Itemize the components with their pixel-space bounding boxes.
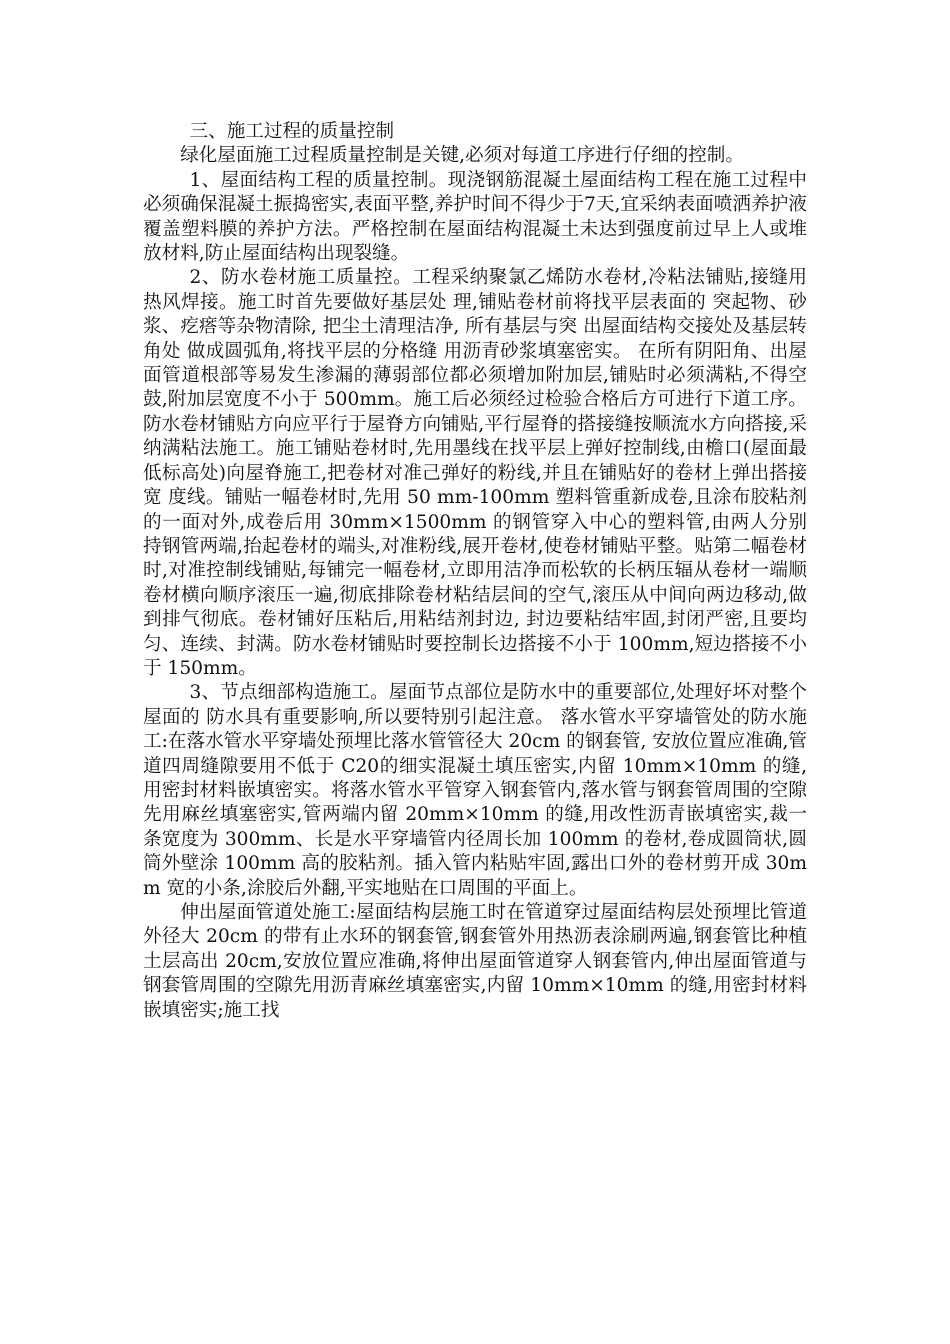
intro-paragraph: 绿化屋面施工过程质量控制是关键,必须对每道工序进行仔细的控制。 — [180, 145, 744, 167]
paragraph-roof-structure: 1、屋面结构工程的质量控制。现浇钢筋混凝土屋面结构工程在施工过程中必须确保混凝土振捣密实,表面平整,养护时间不得少于7天,宜采纳表面喷洒养护液覆盖塑料膜的养护方法。严格控制在屋面结构混凝土未达到强度前过早上人或堆放材料,防止屋面结构出现裂缝。 — [143, 169, 807, 265]
paragraph-node-details: 3、节点细部构造施工。屋面节点部位是防水中的重要部位,处理好坏对整个屋面的 防水具有重要影响,所以要特别引起注意。 落水管水平穿墙管处的防水施工:在落水管水平穿墙处预埋比落水管管径大 20cm 的钢套管, 安放位置应准确,管道四周缝隙要用不低于 C20的细实混凝土填压密实,内留 10mm×10mm 的缝, 用密封材料嵌填密实。将落水管水平管穿入钢套管内,落水管与钢套管周围的空隙先用麻丝填塞密实,管两端内留 20mm×10mm 的缝,用改性沥青嵌填密实,裁一条宽度为 300mm、长是水平穿墙管内径周长加 100mm 的卷材,卷成圆筒状,圆筒外壁涂 100mm 高的胶粘剂。插入管内粘贴牢固,露出口外的卷材剪开成 30mm 宽的小条,涂胶后外翻,平实地贴在口周围的平面上。 — [143, 682, 807, 899]
paragraph-roof-pipes: 伸出屋面管道处施工:屋面结构层施工时在管道穿过屋面结构层处预埋比管道外径大 20cm 的带有止水环的钢套管,钢套管外用热沥表涂刷两遍,钢套管比种植土层高出 20cm,安放位置应准确,将伸出屋面管道穿人钢套管内,伸出屋面管道与钢套管周围的空隙先用沥青麻丝填塞密实,内留 10mm×10mm 的缝,用密封材料嵌填密实;施工找 — [143, 902, 807, 1021]
document-page — [143, 120, 807, 1023]
paragraph-waterproof-membrane: 2、防水卷材施工质量控。工程采纳聚氯乙烯防水卷材,冷粘法铺贴,接缝用热风焊接。施工时首先要做好基层处 理,铺贴卷材前将找平层表面的 突起物、砂浆、疙瘩等杂物清除, 把尘土清理洁净, 所有基层与突 出屋面结构交接处及基层转角处 做成圆弧角,将找平层的分格缝 用沥青砂浆填塞密实。 在所有阴阳角、出屋面管道根部等易发生渗漏的薄弱部位都必须增加附加层,铺贴时必须满粘,不得空鼓,附加层宽度不小于 500mm。施工后必须经过检验合格后方可进行下道工序。 防水卷材铺贴方向应平行于屋脊方向铺贴,平行屋脊的搭接缝按顺流水方向搭接,采纳满粘法施工。施工铺贴卷材时,先用墨线在找平层上弹好控制线,由檐口(屋面最低标高处)向屋脊施工,把卷材对准己弹好的粉线,并且在铺贴好的卷材上弹出搭接宽 度线。铺贴一幅卷材时,先用 50 mm-100mm 塑料管重新成卷,且涂布胶粘剂的一面对外,成卷后用 30mm×1500mm 的钢管穿入中心的塑料管,由两人分别持钢管两端,抬起卷材的端头,对准粉线,展开卷材,使卷材铺贴平整。贴第二幅卷材时,对准控制线铺贴,每铺完一幅卷材,立即用洁净而松软的长柄压辐从卷材一端顺卷材横向顺序滚压一遍,彻底排除卷材粘结层间的空气,滚压从中间向两边移动,做到排气彻底。卷材铺好压粘后,用粘结剂封边, 封边要粘结牢固,封闭严密,且要均匀、连续、封满。防水卷材铺贴时要控制长边搭接不小于 100mm,短边搭接不小于 150mm。 — [143, 267, 807, 679]
section-heading: 三、施工过程的质量控制 — [189, 121, 395, 142]
